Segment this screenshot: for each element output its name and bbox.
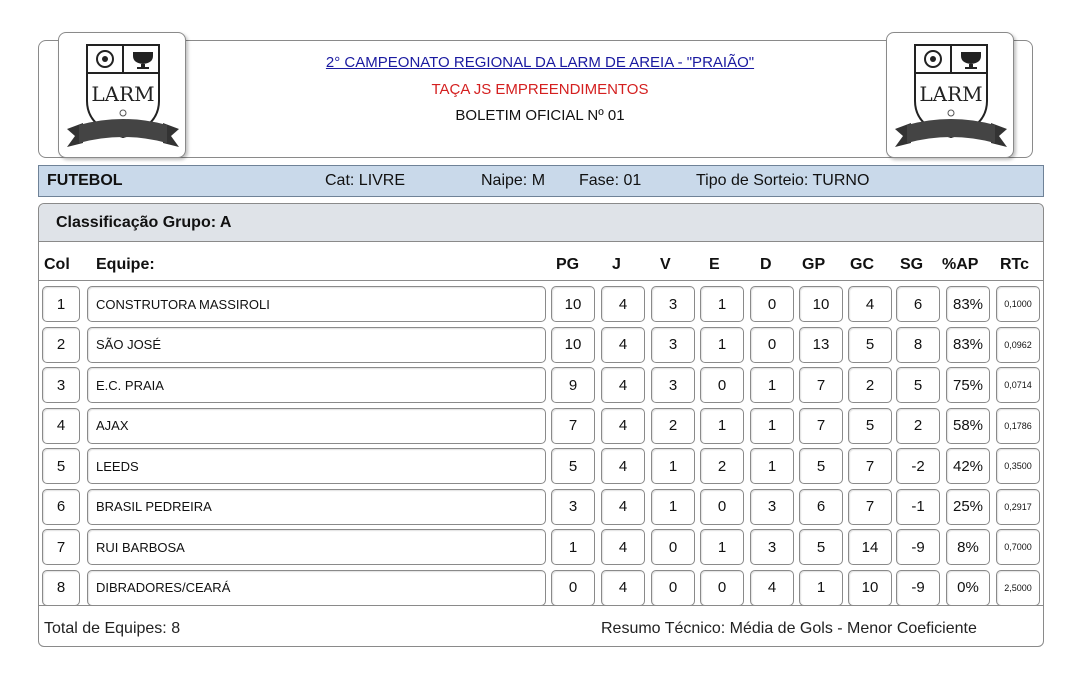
cell-gc: 5 [848,408,892,444]
cell-e: 0 [700,489,744,525]
cell-gp: 7 [799,367,843,403]
cell-ap: 83% [946,286,990,322]
cell-v: 3 [651,286,695,322]
cell-sg: 8 [896,327,940,363]
cell-pg: 10 [551,286,595,322]
cell-sg: 2 [896,408,940,444]
technical-summary: Resumo Técnico: Média de Gols - Menor Coeficiente [601,620,977,637]
cell-pos: 5 [42,448,80,484]
cell-team: DIBRADORES/CEARÁ [87,570,546,606]
column-header-v: V [660,256,671,273]
cell-gp: 5 [799,529,843,565]
column-header-gc: GC [850,256,874,273]
category-label: Cat: LIVRE [325,172,406,189]
crest-icon [65,39,181,153]
cell-ap: 58% [946,408,990,444]
championship-title-link[interactable]: 2° CAMPEONATO REGIONAL DA LARM DE AREIA - "PRAIÃO" [325,54,755,71]
cell-v: 2 [651,408,695,444]
cell-gp: 6 [799,489,843,525]
cell-team: RUI BARBOSA [87,529,546,565]
cell-rtc: 0,1786 [996,408,1040,444]
cell-j: 4 [601,327,645,363]
column-header-rtc: RTc [1000,256,1030,273]
bulletin-number: BOLETIM OFICIAL Nº 01 [455,107,625,124]
cell-team: LEEDS [87,448,546,484]
cell-team: CONSTRUTORA MASSIROLI [87,286,546,322]
cell-rtc: 2,5000 [996,570,1040,606]
cell-rtc: 0,3500 [996,448,1040,484]
cell-v: 1 [651,489,695,525]
cell-rtc: 0,1000 [996,286,1040,322]
cell-j: 4 [601,408,645,444]
cell-gc: 14 [848,529,892,565]
cell-d: 3 [750,489,794,525]
cell-v: 1 [651,448,695,484]
cell-rtc: 0,0962 [996,327,1040,363]
cell-rtc: 0,7000 [996,529,1040,565]
cell-e: 1 [700,327,744,363]
cell-ap: 75% [946,367,990,403]
cell-gp: 1 [799,570,843,606]
cell-gp: 7 [799,408,843,444]
cell-ap: 0% [946,570,990,606]
cell-d: 0 [750,286,794,322]
cell-d: 1 [750,448,794,484]
cell-e: 1 [700,286,744,322]
cell-gc: 5 [848,327,892,363]
column-header-d: D [760,256,772,273]
column-header-pg: PG [556,256,580,273]
cell-sg: -2 [896,448,940,484]
column-header-ap: %AP [942,256,979,273]
cell-d: 3 [750,529,794,565]
cell-pos: 6 [42,489,80,525]
larm-logo-left [58,32,186,158]
cell-gp: 5 [799,448,843,484]
cell-sg: -1 [896,489,940,525]
cell-gp: 13 [799,327,843,363]
total-teams: Total de Equipes: 8 [44,620,181,637]
cell-e: 2 [700,448,744,484]
column-header-team: Equipe: [96,256,155,273]
cell-ap: 8% [946,529,990,565]
cell-gc: 2 [848,367,892,403]
footer-divider [38,605,1044,606]
logo-text: LARM [919,82,983,106]
cell-pos: 4 [42,408,80,444]
info-bar [38,165,1044,197]
cell-ap: 83% [946,327,990,363]
cell-j: 4 [601,448,645,484]
cell-e: 0 [700,367,744,403]
cell-ap: 25% [946,489,990,525]
cell-gc: 4 [848,286,892,322]
draw-type-label: Tipo de Sorteio: TURNO [696,172,870,189]
cell-d: 1 [750,408,794,444]
gender-label: Naipe: M [481,172,546,189]
cell-ap: 42% [946,448,990,484]
cell-pos: 2 [42,327,80,363]
trophy-subtitle: TAÇA JS EMPREENDIMENTOS [431,81,649,98]
cell-pg: 0 [551,570,595,606]
cell-pg: 7 [551,408,595,444]
cell-gc: 7 [848,489,892,525]
cell-e: 1 [700,529,744,565]
cell-sg: 6 [896,286,940,322]
cell-pos: 3 [42,367,80,403]
cell-pg: 1 [551,529,595,565]
column-header-j: J [612,256,621,273]
cell-pg: 10 [551,327,595,363]
logo-text: LARM [91,82,155,106]
cell-v: 0 [651,570,695,606]
column-header-gp: GP [802,256,826,273]
group-title: Classificação Grupo: A [39,204,1043,242]
cell-team: BRASIL PEDREIRA [87,489,546,525]
cell-e: 0 [700,570,744,606]
cell-gc: 10 [848,570,892,606]
cell-sg: -9 [896,529,940,565]
cell-pos: 1 [42,286,80,322]
header-titles [200,54,880,124]
phase-label: Fase: 01 [579,172,642,189]
larm-logo-right [886,32,1014,158]
cell-pos: 7 [42,529,80,565]
cell-j: 4 [601,570,645,606]
column-header-sg: SG [900,256,924,273]
cell-gp: 10 [799,286,843,322]
crest-icon [893,39,1009,153]
cell-rtc: 0,2917 [996,489,1040,525]
cell-j: 4 [601,489,645,525]
cell-pos: 8 [42,570,80,606]
cell-e: 1 [700,408,744,444]
cell-pg: 9 [551,367,595,403]
cell-gc: 7 [848,448,892,484]
cell-sg: 5 [896,367,940,403]
cell-team: SÃO JOSÉ [87,327,546,363]
sport-label: FUTEBOL [47,172,123,189]
column-header-e: E [709,256,720,273]
cell-d: 4 [750,570,794,606]
cell-pg: 3 [551,489,595,525]
cell-v: 3 [651,367,695,403]
cell-j: 4 [601,286,645,322]
cell-j: 4 [601,367,645,403]
cell-team: E.C. PRAIA [87,367,546,403]
cell-d: 0 [750,327,794,363]
cell-team: AJAX [87,408,546,444]
cell-d: 1 [750,367,794,403]
cell-rtc: 0,0714 [996,367,1040,403]
column-header-pos: Col [44,256,70,273]
cell-v: 0 [651,529,695,565]
cell-j: 4 [601,529,645,565]
header-divider [38,280,1044,281]
cell-v: 3 [651,327,695,363]
cell-sg: -9 [896,570,940,606]
cell-pg: 5 [551,448,595,484]
